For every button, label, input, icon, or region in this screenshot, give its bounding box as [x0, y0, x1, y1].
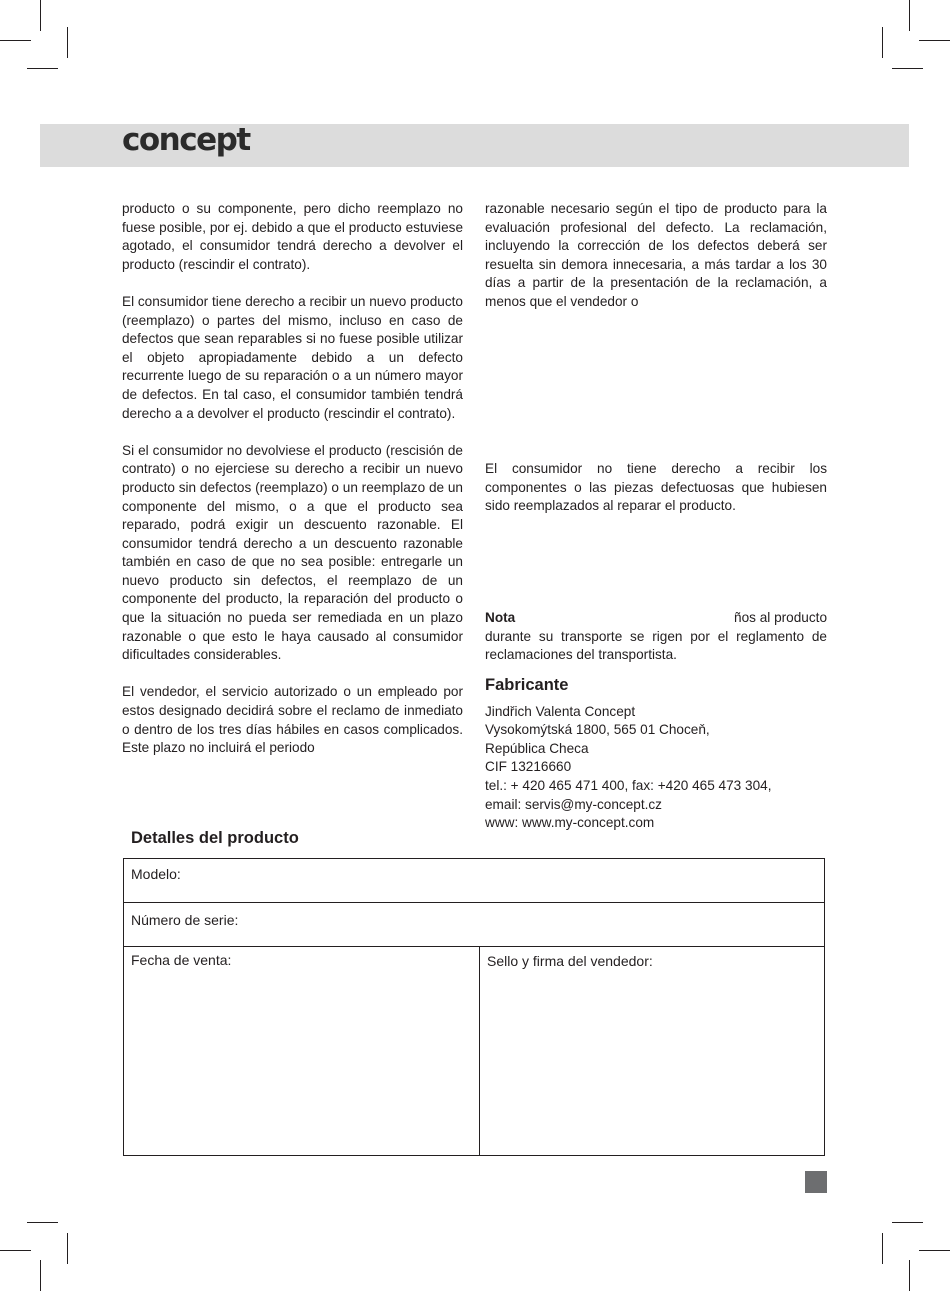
note-fragment: ños al producto — [734, 610, 827, 625]
paragraph: El consumidor tiene derecho a recibir un nuevo producto (reemplazo) o partes del mismo, incluso en caso de defectos que sean reparables si no fuese posible utilizar el objeto apropiadamente debido a un defecto recurrente luego de su reparación o a un número mayor de defectos. En tal caso, el consumidor también tendrá derecho a a devolver el producto (rescindir el contrato). — [122, 293, 463, 421]
manufacturer-block — [485, 676, 827, 833]
crop-mark — [882, 1233, 883, 1264]
paragraph: El vendedor, el servicio autorizado o un empleado por estos designado decidirá sobre el reclamo de inmediato o dentro de los tres días hábiles en casos complicados. Este plazo no incluirá el periodo — [122, 684, 463, 756]
brand-logo: concept — [122, 122, 250, 158]
manufacturer-line: República Checa — [485, 740, 589, 756]
crop-mark — [40, 1260, 41, 1291]
manufacturer-line: Vysokomýtská 1800, 565 01 Choceň, — [485, 722, 710, 738]
paragraph: producto o su componente, pero dicho reemplazo no fuese posible, por ej. debido a que el producto estuviese agotado, el consumidor tendrá derecho a devolver el producto (rescindir el contrato). — [122, 201, 463, 272]
product-details-table — [123, 858, 825, 1156]
table-divider — [479, 947, 480, 1155]
manufacturer-heading: Fabricante — [485, 676, 569, 694]
crop-mark — [67, 1233, 68, 1264]
crop-mark — [67, 27, 68, 58]
paragraph: El consumidor no tiene derecho a recibir los componentes o las piezas defectuosas que hubiesen sido reemplazados al reparar el producto. — [485, 461, 827, 514]
manufacturer-line: CIF 13216660 — [485, 759, 572, 775]
crop-mark — [0, 40, 31, 41]
manufacturer-line: Jindřich Valenta Concept — [485, 703, 636, 719]
serial-label: Número de serie: — [131, 912, 239, 928]
crop-mark — [27, 68, 58, 69]
crop-mark — [0, 1250, 31, 1251]
sale-date-label: Fecha de venta: — [131, 952, 232, 968]
note-label: Nota — [485, 610, 516, 625]
crop-mark — [40, 0, 41, 31]
left-column — [122, 200, 463, 758]
crop-mark — [892, 1222, 923, 1223]
manufacturer-line: tel.: + 420 465 471 400, fax: +420 465 473 304, — [485, 777, 772, 793]
paragraph: razonable necesario según el tipo de producto para la evaluación profesional del defecto. La reclamación, incluyendo la corrección de los defectos deberá ser resuelta sin demora innecesaria, a más tardar a los 30 días a partir de la presentación de la reclamación, a menos que el vendedor o — [485, 201, 827, 309]
note-block — [485, 609, 827, 665]
model-label: Modelo: — [131, 866, 181, 882]
crop-mark — [892, 68, 923, 69]
crop-mark — [27, 1222, 58, 1223]
paragraph: Si el consumidor no devolviese el producto (rescisión de contrato) o no ejerciese su derecho a recibir un nuevo producto sin defectos (reemplazo) o un reemplazo de un componente del mismo, o a que el producto sea reparado, podrá exigir un descuento razonable. El consumidor tendrá derecho a un descuento razonable también en caso de que no sea posible: entregarle un nuevo producto sin defectos, el reemplazo de un componente del producto, la reparación del producto o que la situación no pueda ser remediada en un plazo razonable o que esto le haya causado al consumidor dificultades considerables. — [122, 442, 463, 663]
crop-mark — [919, 40, 950, 41]
seller-stamp-label: Sello y firma del vendedor: — [487, 953, 653, 969]
product-details-title: Detalles del producto — [131, 829, 299, 847]
right-column-middle — [485, 460, 827, 516]
crop-mark — [882, 27, 883, 58]
crop-mark — [909, 0, 910, 31]
serial-row — [124, 903, 824, 947]
crop-mark — [919, 1250, 950, 1251]
model-row — [124, 859, 824, 903]
crop-mark — [909, 1260, 910, 1291]
note-text: durante su transporte se rigen por el reglamento de reclamaciones del transportista. — [485, 628, 827, 663]
page-marker — [805, 1171, 827, 1193]
manufacturer-email: email: servis@my-concept.cz — [485, 796, 662, 812]
right-column-top — [485, 200, 827, 312]
manufacturer-website: www: www.my-concept.com — [485, 815, 655, 831]
